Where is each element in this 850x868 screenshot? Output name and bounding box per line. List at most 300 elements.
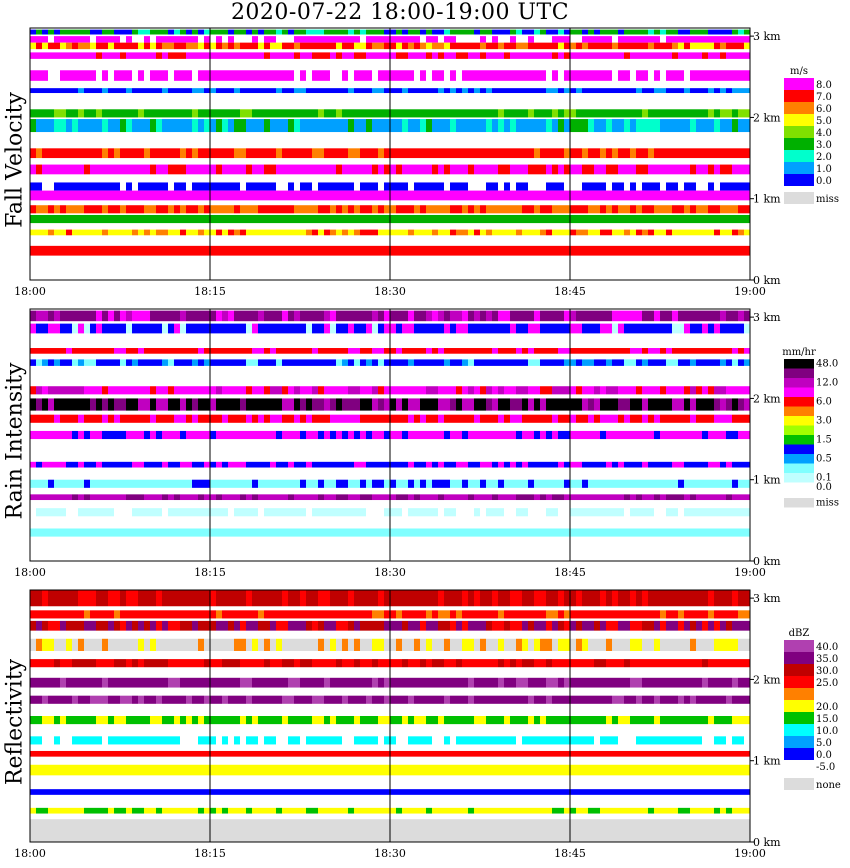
heatmap-cell [126, 311, 132, 322]
heatmap-cell [588, 311, 594, 322]
heatmap-cell [180, 88, 186, 93]
heatmap-cell [174, 230, 180, 236]
heatmap-cell [156, 494, 162, 500]
heatmap-cell [384, 431, 390, 439]
heatmap-cell [144, 230, 150, 236]
heatmap-cell [618, 215, 624, 223]
heatmap-cell [714, 610, 720, 618]
heatmap-cell [420, 431, 426, 439]
heatmap-cell [306, 88, 312, 93]
heatmap-cell [168, 230, 174, 236]
heatmap-cell [486, 431, 492, 439]
heatmap-cell [726, 696, 732, 704]
heatmap-cell [198, 88, 204, 93]
heatmap-cell [150, 528, 156, 536]
heatmap-cell [474, 415, 480, 423]
heatmap-cell [516, 765, 522, 776]
heatmap-cell [654, 324, 660, 334]
heatmap-cell [246, 765, 252, 776]
heatmap-cell [582, 205, 588, 213]
heatmap-cell [684, 480, 690, 488]
heatmap-cell [354, 52, 360, 59]
heatmap-cell [414, 52, 420, 59]
heatmap-cell [474, 246, 480, 256]
heatmap-cell [744, 36, 750, 43]
heatmap-cell [702, 386, 708, 394]
heatmap-cell [60, 639, 66, 651]
heatmap-cell [258, 109, 264, 117]
heatmap-cell [150, 398, 156, 410]
heatmap-cell [402, 191, 408, 201]
heatmap-cell [588, 119, 594, 132]
heatmap-cell [282, 462, 288, 468]
heatmap-cell [528, 348, 534, 354]
heatmap-cell [648, 386, 654, 394]
heatmap-cell [378, 109, 384, 117]
heatmap-cell [312, 765, 318, 776]
heatmap-cell [126, 494, 132, 500]
heatmap-cell [342, 696, 348, 704]
heatmap-cell [72, 639, 78, 651]
heatmap-cell [648, 480, 654, 488]
heatmap-cell [174, 462, 180, 468]
heatmap-cell [294, 610, 300, 618]
heatmap-cell [294, 70, 300, 81]
heatmap-cell [534, 88, 540, 93]
heatmap-cell [582, 36, 588, 43]
heatmap-cell [372, 246, 378, 256]
heatmap-cell [480, 205, 486, 213]
heatmap-cell [168, 621, 174, 631]
heatmap-cell [594, 678, 600, 688]
heatmap-cell [654, 431, 660, 439]
heatmap-cell [228, 696, 234, 704]
heatmap-cell [540, 415, 546, 423]
heatmap-cell [720, 610, 726, 618]
heatmap-cell [666, 716, 672, 724]
heatmap-cell [474, 386, 480, 394]
heatmap-cell [156, 205, 162, 213]
heatmap-cell [486, 751, 492, 757]
heatmap-cell [696, 348, 702, 354]
heatmap-cell [318, 215, 324, 223]
heatmap-cell [132, 230, 138, 236]
heatmap-cell [120, 311, 126, 322]
heatmap-cell [318, 528, 324, 536]
heatmap-cell [72, 324, 78, 334]
heatmap-cell [312, 109, 318, 117]
heatmap-cell [84, 716, 90, 724]
heatmap-cell [234, 324, 240, 334]
heatmap-cell [84, 205, 90, 213]
heatmap-cell [204, 765, 210, 776]
heatmap-cell [564, 398, 570, 410]
heatmap-cell [510, 230, 516, 236]
heatmap-cell [504, 52, 510, 59]
heatmap-cell [72, 508, 78, 516]
heatmap-cell [486, 165, 492, 175]
heatmap-cell [660, 182, 666, 190]
heatmap-cell [528, 639, 534, 651]
heatmap-cell [636, 508, 642, 516]
heatmap-cell [396, 43, 402, 50]
heatmap-cell [102, 765, 108, 776]
heatmap-cell [48, 182, 54, 190]
heatmap-cell [342, 398, 348, 410]
heatmap-cell [540, 398, 546, 410]
heatmap-cell [90, 621, 96, 631]
heatmap-cell [96, 431, 102, 439]
heatmap-cell [336, 182, 342, 190]
heatmap-cell [408, 165, 414, 175]
heatmap-cell [120, 789, 126, 795]
heatmap-cell [432, 36, 438, 43]
heatmap-cell [144, 736, 150, 744]
heatmap-cell [330, 70, 336, 81]
heatmap-cell [264, 431, 270, 439]
heatmap-cell [144, 205, 150, 213]
heatmap-cell [132, 311, 138, 322]
heatmap-cell [744, 431, 750, 439]
heatmap-cell [300, 230, 306, 236]
heatmap-cell [114, 590, 120, 606]
heatmap-cell [216, 205, 222, 213]
heatmap-cell [360, 765, 366, 776]
heatmap-cell [618, 386, 624, 394]
heatmap-cell [216, 359, 222, 366]
heatmap-cell [450, 789, 456, 795]
legend-swatch [784, 359, 814, 369]
heatmap-cell [558, 765, 564, 776]
heatmap-cell [504, 639, 510, 651]
heatmap-cell [426, 736, 432, 744]
heatmap-cell [216, 386, 222, 394]
heatmap-cell [174, 348, 180, 354]
heatmap-cell [402, 590, 408, 606]
heatmap-cell [594, 480, 600, 488]
heatmap-cell [138, 508, 144, 516]
legend-swatch [784, 473, 814, 483]
heatmap-cell [336, 246, 342, 256]
heatmap-cell [276, 348, 282, 354]
heatmap-cell [288, 30, 294, 35]
heatmap-cell [720, 52, 726, 59]
heatmap-cell [648, 462, 654, 468]
heatmap-cell [312, 678, 318, 688]
heatmap-cell [528, 621, 534, 631]
heatmap-cell [270, 30, 276, 35]
heatmap-cell [246, 751, 252, 757]
heatmap-cell [552, 182, 558, 190]
heatmap-cell [126, 751, 132, 757]
heatmap-cell [174, 205, 180, 213]
heatmap-cell [378, 431, 384, 439]
heatmap-cell [360, 736, 366, 744]
heatmap-cell [456, 678, 462, 688]
heatmap-cell [216, 148, 222, 158]
heatmap-cell [270, 119, 276, 132]
heatmap-cell [36, 43, 42, 50]
heatmap-cell [576, 165, 582, 175]
heatmap-cell [450, 508, 456, 516]
heatmap-cell [36, 789, 42, 795]
heatmap-cell [582, 311, 588, 322]
heatmap-cell [432, 88, 438, 93]
heatmap-cell [156, 696, 162, 704]
heatmap-cell [78, 494, 84, 500]
heatmap-cell [360, 398, 366, 410]
heatmap-cell [576, 191, 582, 201]
heatmap-cell [36, 324, 42, 334]
heatmap-cell [576, 528, 582, 536]
heatmap-cell [78, 590, 84, 606]
heatmap-cell [720, 696, 726, 704]
heatmap-cell [714, 462, 720, 468]
heatmap-cell [150, 415, 156, 423]
heatmap-cell [432, 678, 438, 688]
heatmap-cell [522, 678, 528, 688]
heatmap-cell [474, 182, 480, 190]
heatmap-cell [714, 494, 720, 500]
heatmap-cell [486, 205, 492, 213]
heatmap-cell [582, 431, 588, 439]
heatmap-cell [444, 610, 450, 618]
heatmap-cell [612, 716, 618, 724]
heatmap-cell [570, 119, 576, 132]
heatmap-cell [336, 716, 342, 724]
heatmap-cell [42, 43, 48, 50]
heatmap-cell [582, 736, 588, 744]
heatmap-cell [624, 30, 630, 35]
heatmap-cell [420, 88, 426, 93]
heatmap-cell [606, 508, 612, 516]
heatmap-cell [594, 182, 600, 190]
heatmap-cell [126, 30, 132, 35]
heatmap-cell [564, 88, 570, 93]
heatmap-cell [726, 508, 732, 516]
heatmap-cell [546, 165, 552, 175]
heatmap-cell [714, 415, 720, 423]
heatmap-cell [636, 716, 642, 724]
heatmap-cell [612, 696, 618, 704]
heatmap-cell [468, 359, 474, 366]
heatmap-cell [462, 348, 468, 354]
heatmap-cell [66, 528, 72, 536]
heatmap-cell [180, 311, 186, 322]
heatmap-cell [546, 324, 552, 334]
heatmap-cell [210, 480, 216, 488]
heatmap-cell [744, 215, 750, 223]
heatmap-cell [708, 480, 714, 488]
heatmap-cell [426, 148, 432, 158]
heatmap-cell [216, 246, 222, 256]
heatmap-cell [660, 205, 666, 213]
heatmap-cell [210, 494, 216, 500]
heatmap-cell [588, 696, 594, 704]
heatmap-cell [348, 88, 354, 93]
heatmap-cell [72, 659, 78, 667]
heatmap-cell [186, 88, 192, 93]
heatmap-cell [546, 43, 552, 50]
heatmap-cell [348, 215, 354, 223]
heatmap-cell [216, 43, 222, 50]
heatmap-cell [630, 36, 636, 43]
heatmap-cell [426, 765, 432, 776]
heatmap-cell [558, 789, 564, 795]
heatmap-cell [708, 398, 714, 410]
heatmap-cell [438, 716, 444, 724]
heatmap-cell [318, 52, 324, 59]
heatmap-cell [696, 165, 702, 175]
heatmap-cell [108, 528, 114, 536]
heatmap-cell [150, 119, 156, 132]
heatmap-cell [216, 480, 222, 488]
heatmap-cell [738, 148, 744, 158]
heatmap-cell [594, 621, 600, 631]
heatmap-cell [744, 610, 750, 618]
heatmap-cell [600, 36, 606, 43]
heatmap-cell [606, 165, 612, 175]
heatmap-cell [162, 324, 168, 334]
heatmap-cell [720, 165, 726, 175]
heatmap-cell [480, 590, 486, 606]
heatmap-cell [240, 43, 246, 50]
heatmap-cell [642, 696, 648, 704]
heatmap-cell [186, 109, 192, 117]
heatmap-cell [462, 311, 468, 322]
heatmap-cell [66, 215, 72, 223]
heatmap-cell [150, 359, 156, 366]
heatmap-cell [684, 88, 690, 93]
heatmap-cell [102, 30, 108, 35]
heatmap-cell [582, 359, 588, 366]
heatmap-cell [156, 751, 162, 757]
heatmap-cell [606, 119, 612, 132]
heatmap-cell [66, 182, 72, 190]
heatmap-cell [300, 246, 306, 256]
heatmap-cell [702, 165, 708, 175]
heatmap-cell [396, 696, 402, 704]
heatmap-cell [684, 659, 690, 667]
heatmap-cell [720, 639, 726, 651]
heatmap-cell [192, 109, 198, 117]
heatmap-cell [240, 696, 246, 704]
heatmap-cell [144, 765, 150, 776]
heatmap-cell [414, 659, 420, 667]
heatmap-cell [162, 109, 168, 117]
heatmap-cell [444, 386, 450, 394]
heatmap-cell [66, 751, 72, 757]
heatmap-cell [594, 230, 600, 236]
heatmap-cell [228, 386, 234, 394]
heatmap-cell [588, 30, 594, 35]
heatmap-cell [336, 148, 342, 158]
heatmap-cell [336, 462, 342, 468]
heatmap-cell [630, 508, 636, 516]
heatmap-cell [654, 182, 660, 190]
legend-swatch [784, 388, 814, 398]
heatmap-cell [588, 528, 594, 536]
heatmap-cell [684, 43, 690, 50]
heatmap-cell [258, 119, 264, 132]
heatmap-cell [684, 52, 690, 59]
heatmap-cell [264, 191, 270, 201]
heatmap-cell [120, 386, 126, 394]
heatmap-cell [348, 386, 354, 394]
heatmap-cell [306, 494, 312, 500]
heatmap-cell [714, 52, 720, 59]
heatmap-cell [366, 716, 372, 724]
heatmap-cell [606, 311, 612, 322]
heatmap-cell [180, 246, 186, 256]
heatmap-cell [198, 324, 204, 334]
heatmap-cell [726, 765, 732, 776]
heatmap-cell [186, 36, 192, 43]
heatmap-cell [408, 462, 414, 468]
heatmap-cell [252, 348, 258, 354]
heatmap-cell [72, 119, 78, 132]
heatmap-cell [60, 182, 66, 190]
heatmap-cell [624, 751, 630, 757]
legend-label: 0.1 [816, 472, 832, 484]
heatmap-cell [150, 678, 156, 688]
heatmap-cell [558, 696, 564, 704]
heatmap-cell [324, 765, 330, 776]
heatmap-cell [384, 215, 390, 223]
heatmap-cell [594, 386, 600, 394]
heatmap-cell [342, 230, 348, 236]
heatmap-cell [648, 88, 654, 93]
heatmap-cell [282, 182, 288, 190]
heatmap-cell [318, 88, 324, 93]
heatmap-cell [138, 311, 144, 322]
heatmap-cell [528, 43, 534, 50]
heatmap-cell [684, 716, 690, 724]
heatmap-cell [504, 324, 510, 334]
heatmap-cell [60, 148, 66, 158]
heatmap-cell [222, 165, 228, 175]
heatmap-cell [126, 765, 132, 776]
heatmap-cell [264, 324, 270, 334]
heatmap-cell [276, 528, 282, 536]
heatmap-cell [570, 462, 576, 468]
heatmap-cell [222, 148, 228, 158]
heatmap-cell [66, 191, 72, 201]
heatmap-cell [60, 88, 66, 93]
heatmap-cell [504, 462, 510, 468]
heatmap-cell [552, 528, 558, 536]
heatmap-cell [594, 494, 600, 500]
heatmap-cell [528, 398, 534, 410]
heatmap-cell [336, 639, 342, 651]
heatmap-cell [276, 191, 282, 201]
heatmap-cell [480, 508, 486, 516]
heatmap-cell [78, 789, 84, 795]
heatmap-cell [468, 165, 474, 175]
heatmap-cell [252, 621, 258, 631]
heatmap-cell [678, 36, 684, 43]
heatmap-cell [414, 109, 420, 117]
heatmap-cell [570, 736, 576, 744]
heatmap-cell [744, 480, 750, 488]
heatmap-cell [276, 109, 282, 117]
heatmap-cell [462, 621, 468, 631]
heatmap-cell [522, 359, 528, 366]
heatmap-cell [540, 639, 546, 651]
heatmap-cell [96, 43, 102, 50]
heatmap-cell [462, 789, 468, 795]
heatmap-cell [438, 119, 444, 132]
